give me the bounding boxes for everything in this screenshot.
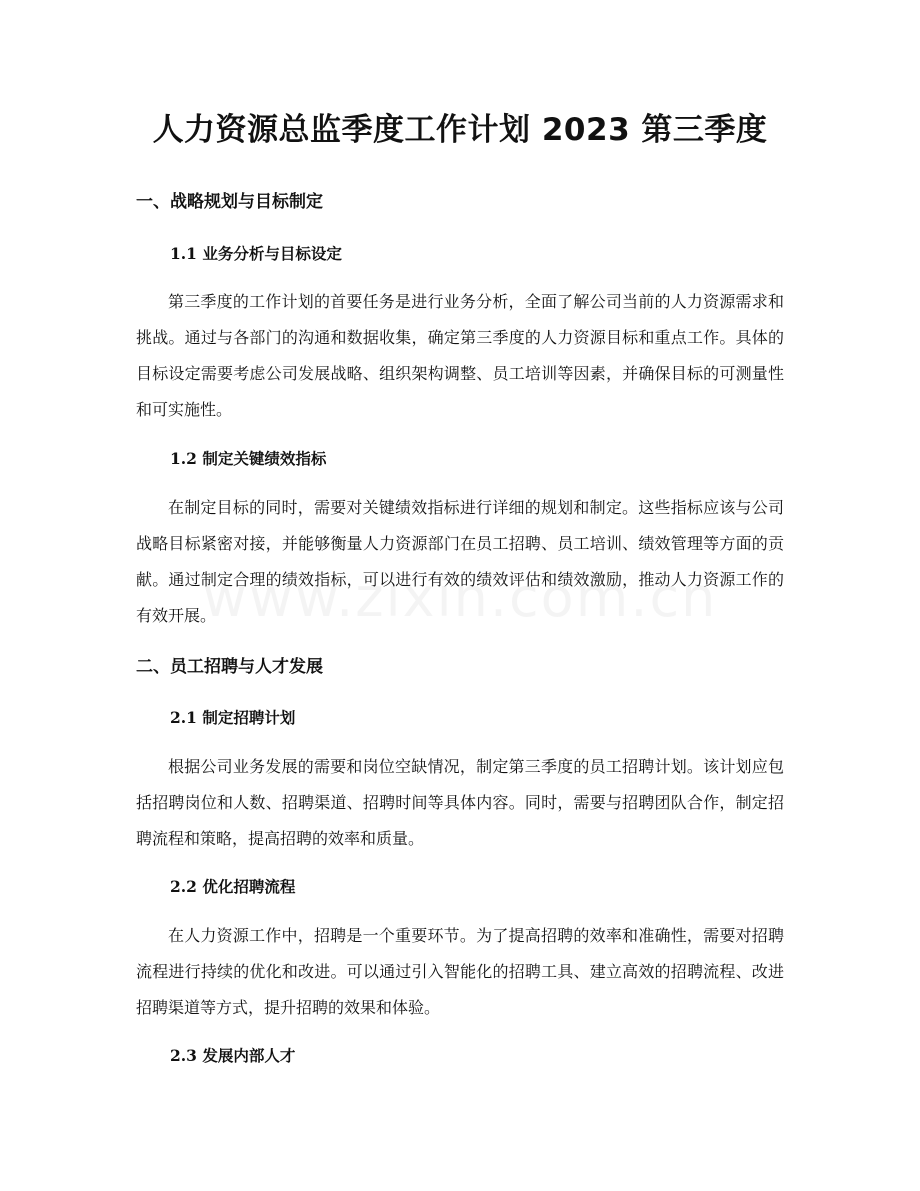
document-title: 人力资源总监季度工作计划 2023 第三季度 bbox=[152, 112, 768, 148]
paragraph-2-1: 根据公司业务发展的需要和岗位空缺情况，制定第三季度的员工招聘计划。该计划应包括招聘岗位和人数、招聘渠道、招聘时间等具体内容。同时，需要与招聘团队合作，制定招聘流程和策略，提高招聘的效率和质量。 bbox=[136, 757, 784, 848]
subsection-heading-1-1: 1.1 业务分析与目标设定 bbox=[170, 244, 342, 263]
subsection-heading-2-3: 2.3 发展内部人才 bbox=[170, 1046, 296, 1065]
section-heading-2: 二、员工招聘与人才发展 bbox=[136, 657, 323, 677]
subsection-heading-2-2: 2.2 优化招聘流程 bbox=[170, 877, 296, 896]
paragraph-1-2: 在制定目标的同时，需要对关键绩效指标进行详细的规划和制定。这些指标应该与公司战略目标紧密对接，并能够衡量人力资源部门在员工招聘、员工培训、绩效管理等方面的贡献。通过制定合理的绩效指标，可以进行有效的绩效评估和绩效激励，推动人力资源工作的有效开展。 bbox=[136, 498, 784, 625]
paragraph-2-2: 在人力资源工作中，招聘是一个重要环节。为了提高招聘的效率和准确性，需要对招聘流程进行持续的优化和改进。可以通过引入智能化的招聘工具、建立高效的招聘流程、改进招聘渠道等方式，提升招聘的效果和体验。 bbox=[136, 926, 784, 1017]
subsection-heading-2-1: 2.1 制定招聘计划 bbox=[170, 708, 296, 727]
subsection-heading-1-2: 1.2 制定关键绩效指标 bbox=[170, 449, 327, 468]
section-heading-1: 一、战略规划与目标制定 bbox=[136, 192, 323, 212]
paragraph-1-1: 第三季度的工作计划的首要任务是进行业务分析，全面了解公司当前的人力资源需求和挑战。通过与各部门的沟通和数据收集，确定第三季度的人力资源目标和重点工作。具体的目标设定需要考虑公司发展战略、组织架构调整、员工培训等因素，并确保目标的可测量性和可实施性。 bbox=[136, 292, 784, 419]
